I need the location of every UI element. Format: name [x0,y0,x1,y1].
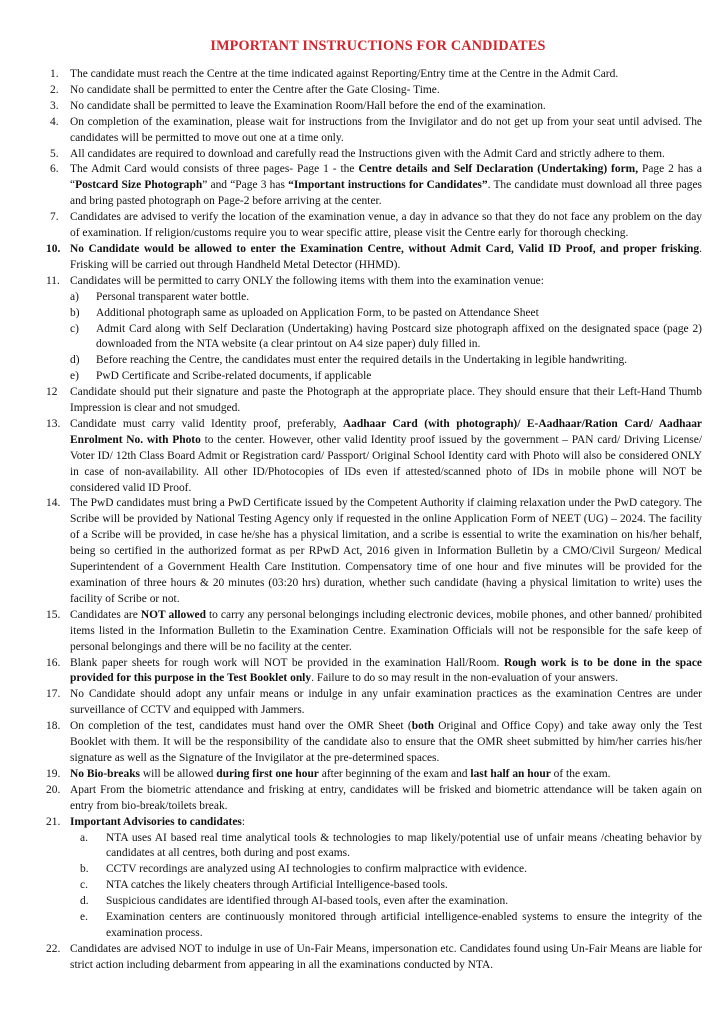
item-text: Candidates are [70,608,141,621]
item-bold-text: during first one hour [216,767,319,780]
sub-item-letter: e) [70,370,79,383]
item-number: 7. [50,211,59,224]
instruction-item-3 [50,99,702,115]
item-number: 5. [50,147,59,160]
sub-item-letter: e. [80,911,88,924]
item-bold-text: both [411,720,434,733]
item-text: will be allowed [140,767,217,780]
item-number: 10. [46,242,61,255]
item-text: Original and Office Copy) and take away only the Test Booklet with them. It will be the responsibility of the candidate also to ensure that the OMR sheet submitted by him/her carries his/her signature as well as the Signature of the Invigilator at the pre-determined spaces. [70,720,703,764]
sub-item-letter: d) [70,354,80,367]
sub-item-letter: a) [70,290,79,303]
instruction-item-7 [50,210,702,242]
item-text: On completion of the test, candidates must hand over the OMR Sheet ( [70,720,412,733]
item-text: Candidates are advised to verify the location of the examination venue, a day in advance so that they do not face any problem on the day of examination. If religion/customs require you to wear specific attire, please visit the Centre early for thorough checking. [70,211,702,240]
sub-item-b [50,306,702,322]
item-bold-text: Aadhaar Card (with photograph)/ E-Aadhaar/Ration Card/ Aadhaar Enrolment No. with Photo [70,417,702,446]
item-number: 11. [46,274,60,287]
item-bold-text: last half an hour [470,767,551,780]
advisory-b [50,862,702,878]
item-text: No Candidate should adopt any unfair means or indulge in any unfair examination practices as the examination Centres are under surveillance of CCTV and equipped with Jammers. [70,688,702,717]
instruction-item-4 [50,115,702,147]
item-number: 20. [46,783,61,796]
item-text: . The candidate must download all three pages and bring pasted photograph on Page-2 before arriving at the center. [70,179,702,208]
item-text: to carry any personal belongings including electronic devices, mobile phones, and other banned/ prohibited items listed in the Information Bulletin to the Examination Centre. Examination Officials will not be responsible for the safe keep of personal belongings and there will be no facility at the center. [70,608,702,653]
sub-item-text: Suspicious candidates are identified through AI-based tools, even after the examination. [106,895,509,908]
item-text: All candidates are required to download and carefully read the Instructions given with the Admit Card and strictly adhere to them. [70,147,665,160]
advisory-d [50,894,702,910]
item-text: ” and “Page 3 has [202,179,289,192]
sub-item-text: Examination centers are continuously monitored through artificial intelligence-enabled systems to ensure the integrity of the examination process. [106,911,702,939]
sub-item-letter: c) [70,322,79,335]
item-number: 19. [46,767,61,780]
item-text: Page 2 has a “ [70,163,703,192]
instruction-item-10 [46,242,702,274]
item-bold-text: No Candidate would be allowed to enter the Examination Centre, without Admit Card, Valid ID Proof, and proper frisking [70,242,700,255]
instruction-item-6 [50,162,702,210]
sub-item-text: Admit Card along with Self Declaration (Undertaking) having Postcard size photograph affixed on the designated space (page 2) downloaded from the NTA website (a clear printout on A4 size paper) duly filled in. [96,322,702,351]
instruction-item-12 [46,385,702,417]
item-text: Candidates will be permitted to carry ONLY the following items with them into the examination venue: [70,274,544,287]
item-number: 18. [46,720,61,733]
item-text: The candidate must reach the Centre at the time indicated against Reporting/Entry time at the Centre in the Admit Card. [70,68,619,80]
item-number: 17. [46,688,61,701]
instruction-item-1 [50,67,702,83]
item-bold-text: “Important instructions for Candidates” [288,179,488,192]
advisory-c [50,878,702,894]
instruction-item-13 [46,417,702,497]
item-text: Apart From the biometric attendance and frisking at entry, candidates will be frisked and biometric attendance will be taken again on entry from bio-break/toilets break. [70,783,702,812]
instruction-item-5 [50,147,702,163]
item-number: 16. [46,656,61,669]
instruction-item-20 [46,783,702,815]
sub-item-text: CCTV recordings are analyzed using AI technologies to confirm malpractice with evidence. [106,863,527,876]
item-text: No candidate shall be permitted to enter the Centre after the Gate Closing- Time. [70,83,440,96]
instruction-item-19 [46,767,702,783]
instruction-item-11 [46,274,702,290]
item-number: 21. [46,815,61,828]
item-bold-text: No Bio-breaks [70,767,141,780]
sub-item-letter: b. [80,863,89,876]
sub-item-letter: a. [80,831,88,844]
item-bold-text: NOT allowed [140,608,206,621]
item-bold-text: Important Advisories to candidates [70,815,242,828]
item-text: No candidate shall be permitted to leave the Examination Room/Hall before the end of the examination. [70,99,546,112]
sub-item-text: NTA catches the likely cheaters through Artificial Intelligence-based tools. [106,879,448,892]
instruction-item-22 [46,942,702,974]
advisory-a [50,831,702,863]
item-text: . Failure to do so may result in the non-evaluation of your answers. [311,672,618,685]
item-text: to the center. However, other valid Identity proof issued by the government – PAN card/ Driving License/ Voter ID/ 12th Class Board Admit or Registration card/ Passport/ Original School Identity card with Photo will also be considered ONLY in case of non-availability. All other ID/Photocopies of IDs even if attested/scanned photo of IDs in mobile phone will NOT be considered valid ID Proof. [70,433,702,494]
sub-item-letter: d. [80,895,89,908]
item-number: 12 [46,386,58,399]
sub-item-text: PwD Certificate and Scribe-related documents, if applicable [96,370,372,383]
sub-item-text: Before reaching the Centre, the candidates must enter the required details in the Undertaking in legible handwriting. [96,354,628,367]
sub-item-text: Personal transparent water bottle. [96,290,250,303]
item-text: The PwD candidates must bring a PwD Certificate issued by the Competent Authority if claiming relaxation under the PwD category. The Scribe will be provided by National Testing Agency only if requested in the online Application Form of NEET (UG) – 2024. The facility of a Scribe will be provided, in case he/she has a physical limitation, and a scribe is essential to write the examination on his/her behalf, being so certified in the authorized format as per RPwD Act, 2016 given in Information Bulletin by a CMO/Civil Surgeon/ Medical Superintendent of a Government Health Care Institution. Compensatory time of one hour and five minutes will be provided for the examination of three hours & 20 minutes (03:20 hrs) duration, whether such candidate (having a physical limitation to write) uses the facility of Scribe or not. [70,497,702,605]
instruction-item-21 [46,815,702,831]
item-number: 2. [50,83,59,96]
advisory-e [50,910,702,942]
item-bold-text: Centre details and Self Declaration (Undertaking) form, [358,163,639,176]
item-text: Candidates are advised NOT to indulge in use of Un-Fair Means, impersonation etc. Candidates found using Un-Fair Means are liable for strict action including debarment from appearing in all the examinations conducted by NTA. [70,942,702,971]
item-number: 6. [50,163,59,176]
item-text: after beginning of the exam and [318,767,471,780]
item-text: . Frisking will be carried out through Handheld Metal Detector (HHMD). [70,242,702,271]
item-bold-text: Postcard Size Photograph [75,179,203,192]
item-text: Blank paper sheets for rough work will NOT be provided in the examination Hall/Room. [70,656,504,669]
instruction-item-16 [46,656,702,688]
instruction-item-14 [46,496,702,607]
item-number: 3. [50,99,59,112]
item-text: On completion of the examination, please wait for instructions from the Invigilator and do not get up from your seat until advised. The candidates will be permitted to move out one at a time only. [70,115,702,144]
item-text: Candidate should put their signature and paste the Photograph at the appropriate place. They should ensure that their Left-Hand Thumb Impression is clear and not smudged. [70,386,702,415]
sub-item-letter: b) [70,306,80,319]
sub-item-text: Additional photograph same as uploaded on Application Form, to be pasted on Attendance Sheet [96,306,539,319]
sub-item-c [50,322,702,354]
item-text: The Admit Card would consists of three pages- Page 1 - the [70,163,359,176]
item-number: 1. [50,68,59,80]
instruction-item-17 [46,687,702,719]
sub-item-text: NTA uses AI based real time analytical tools & technologies to map likely/potential use of unfair means /cheating behavior by candidates at all centres, both during and post exams. [106,831,702,860]
item-number: 4. [50,115,59,128]
item-bold-text: Rough work is to be done in the space provided for this purpose in the Test Booklet only [70,656,702,685]
sub-item-e [50,369,702,385]
sub-item-letter: c. [80,879,88,892]
item-number: 13. [46,417,61,430]
item-number: 15. [46,608,61,621]
sub-item-a [50,290,702,306]
instruction-item-18 [46,719,703,767]
item-number: 22. [46,942,61,955]
item-number: 14. [46,497,61,510]
instruction-item-15 [46,608,702,656]
page-title: IMPORTANT INSTRUCTIONS FOR CANDIDATES [210,38,546,54]
item-text: of the exam. [550,767,611,780]
item-text: Candidate must carry valid Identity proof, preferably, [70,417,343,430]
item-text: : [241,815,246,828]
sub-item-d [50,353,702,369]
instruction-item-2 [50,83,702,99]
